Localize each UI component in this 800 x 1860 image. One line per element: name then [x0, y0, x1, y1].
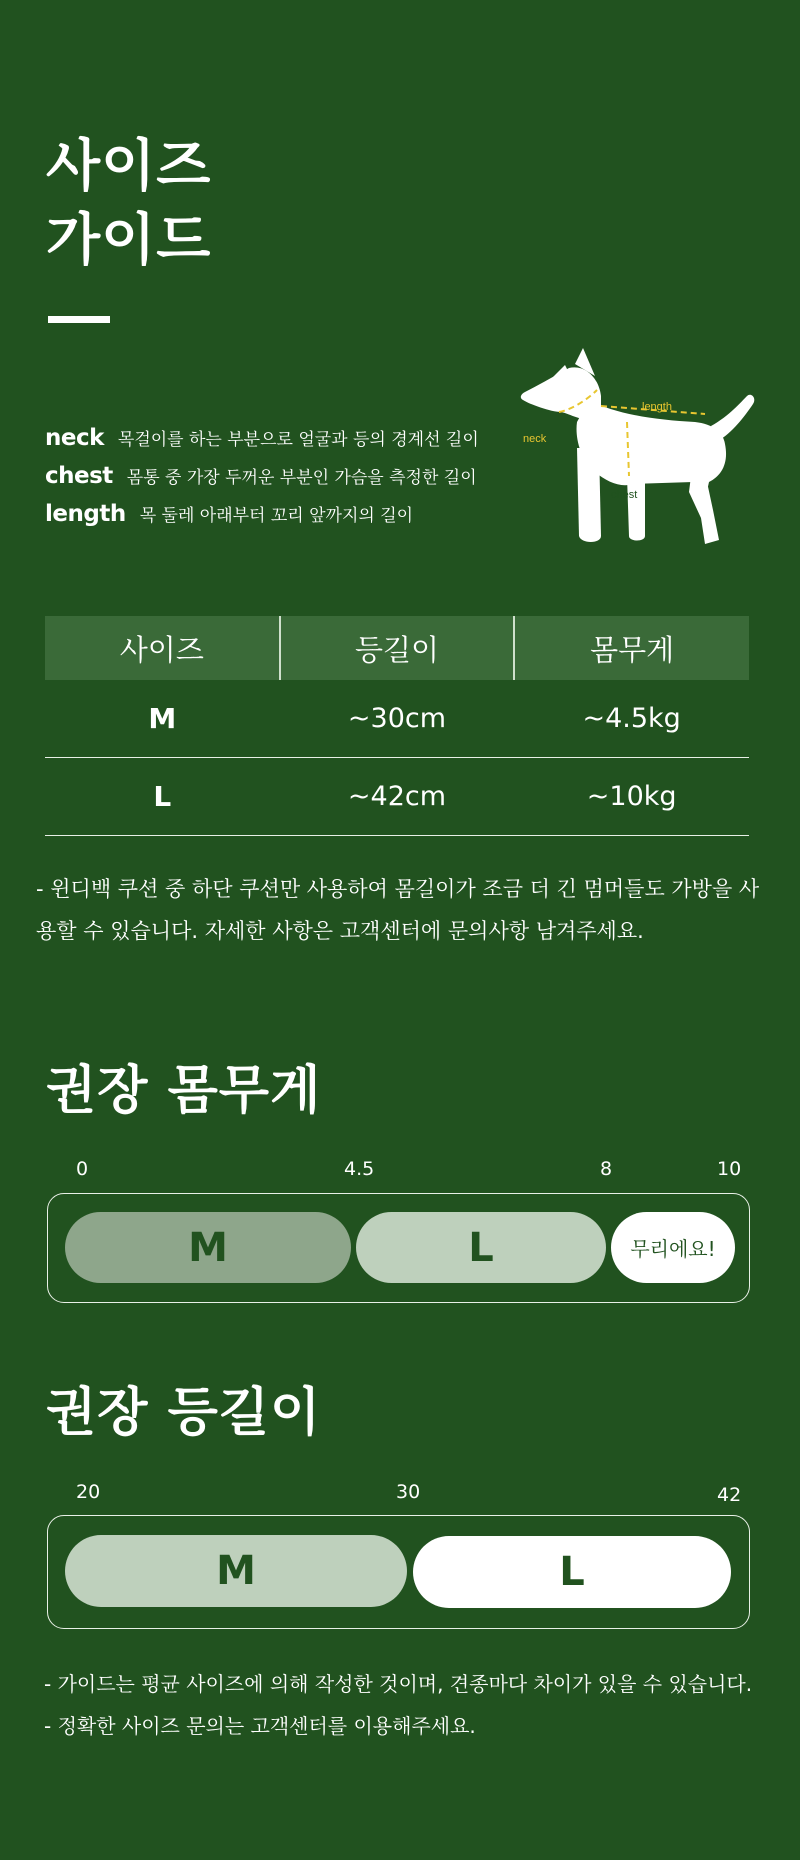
title-divider	[48, 316, 110, 323]
table-header-length: 등길이	[280, 616, 515, 680]
table-row	[45, 758, 749, 836]
page-title-line-1: 사이즈	[46, 134, 212, 199]
measure-chest	[45, 463, 477, 489]
weight-bar-label: 무리에요!	[630, 1237, 716, 1261]
length-bar-label: L	[559, 1549, 585, 1595]
table-header-weight: 몸무게	[514, 616, 749, 680]
weight-tick: 8	[600, 1158, 613, 1180]
footnote-guide: - 가이드는 평균 사이즈에 의해 작성한 것이며, 견종마다 차이가 있을 수 있습니다.	[44, 1672, 753, 1696]
length-bar-label: M	[216, 1548, 256, 1594]
length-tick: 20	[76, 1481, 101, 1503]
weight-tick: 0	[76, 1158, 89, 1180]
table-cell-size: L	[45, 758, 280, 836]
table-cell-size: M	[45, 680, 280, 758]
weight-bar-label: M	[188, 1224, 228, 1271]
dog-illustration-icon	[515, 340, 765, 550]
weight-tick: 10	[717, 1158, 742, 1180]
dog-label-length: length	[642, 401, 672, 413]
measure-desc: 목 둘레 아래부터 꼬리 앞까지의 길이	[139, 506, 414, 526]
length-bar-m	[65, 1535, 407, 1607]
weight-bar-label: L	[468, 1224, 494, 1271]
page-title	[46, 130, 211, 278]
length-tick: 30	[396, 1481, 421, 1503]
dog-label-chest: chest	[611, 489, 638, 501]
table-row	[45, 680, 749, 758]
measure-length	[45, 501, 413, 527]
weight-bar-m	[65, 1212, 351, 1283]
length-section-title: 권장 등길이	[46, 1383, 322, 1443]
measure-term: neck	[45, 425, 104, 451]
measure-desc: 몸통 중 가장 두꺼운 부분인 가슴을 측정한 길이	[126, 468, 477, 488]
dog-label-neck: neck	[523, 433, 547, 445]
page-title-line-2: 가이드	[46, 208, 212, 273]
measure-neck	[45, 425, 479, 451]
weight-section-title: 권장 몸무게	[46, 1061, 322, 1121]
measure-term: length	[45, 501, 126, 527]
table-header-row	[45, 616, 749, 680]
size-table	[45, 616, 749, 836]
weight-tick: 4.5	[344, 1158, 375, 1180]
table-cell-weight: ~10kg	[514, 758, 749, 836]
weight-bar-too-heavy	[611, 1212, 735, 1283]
table-cell-length: ~30cm	[280, 680, 515, 758]
table-cell-weight: ~4.5kg	[514, 680, 749, 758]
footnote-contact: - 정확한 사이즈 문의는 고객센터를 이용해주세요.	[44, 1714, 476, 1738]
table-cell-length: ~42cm	[280, 758, 515, 836]
table-header-size: 사이즈	[45, 616, 280, 680]
measure-desc: 목걸이를 하는 부분으로 얼굴과 등의 경계선 길이	[117, 430, 479, 450]
cushion-note: - 윈디백 쿠션 중 하단 쿠션만 사용하여 몸길이가 조금 더 긴 멈머들도 가방을 사용할 수 있습니다. 자세한 사항은 고객센터에 문의사항 남겨주세요.	[36, 877, 760, 943]
weight-bar-l	[356, 1212, 606, 1283]
measure-term: chest	[45, 463, 113, 489]
length-tick: 42	[717, 1484, 742, 1506]
length-bar-l	[413, 1536, 731, 1608]
